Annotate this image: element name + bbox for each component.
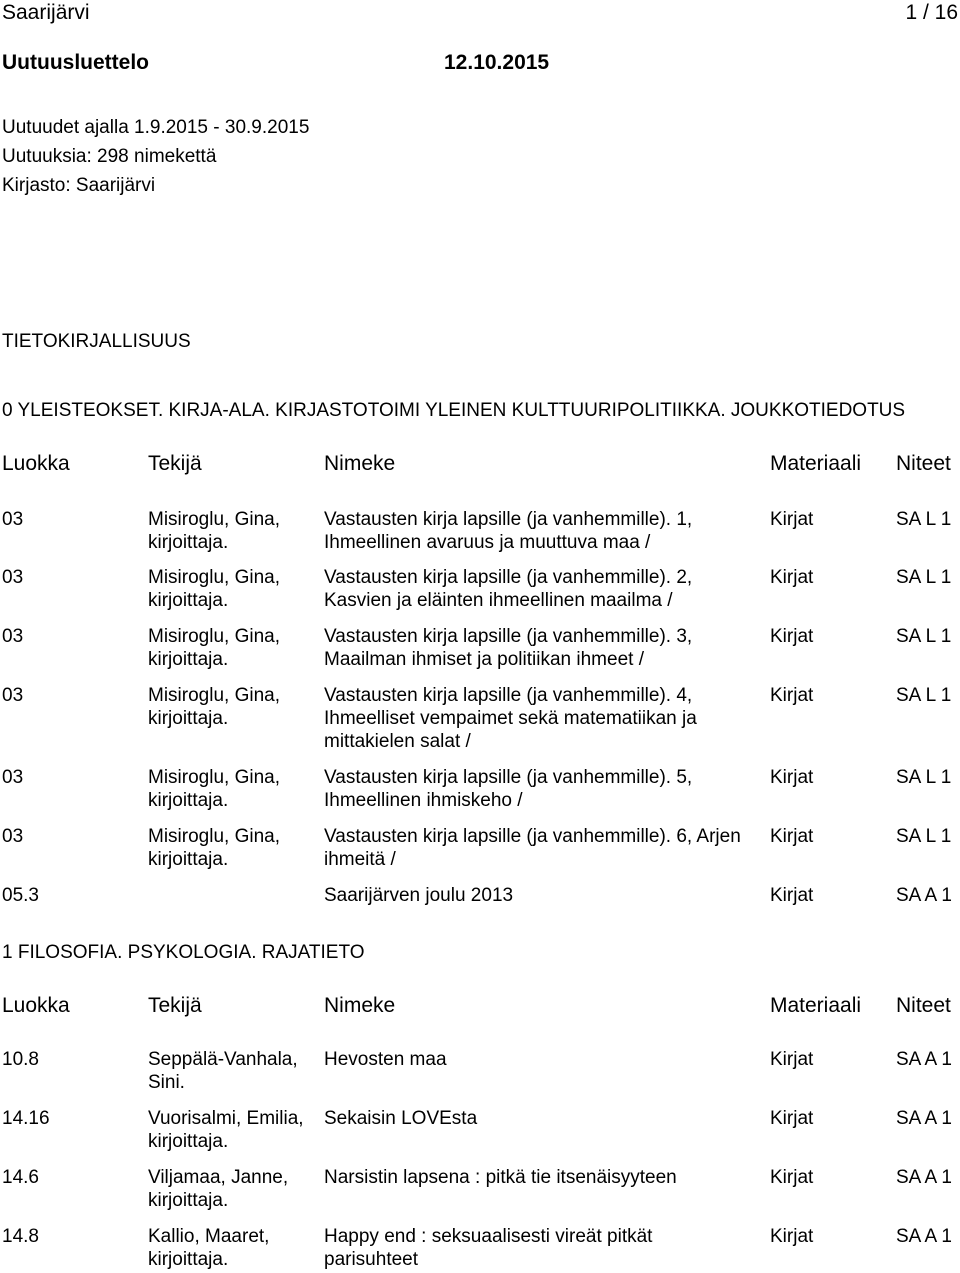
row-material: Kirjat	[770, 885, 814, 906]
row-title: Happy end : seksuaalisesti vireät pitkät parisuhteet	[324, 1226, 653, 1270]
row-title: Saarijärven joulu 2013	[324, 885, 514, 906]
row-notes: SA A 1	[896, 885, 952, 906]
row-notes: SA L 1	[896, 509, 952, 530]
col-material: Materiaali	[770, 994, 862, 1017]
row-class: 03	[2, 509, 24, 530]
list-title: Uutuusluettelo	[2, 51, 149, 74]
row-material: Kirjat	[770, 685, 814, 706]
row-class: 14.16	[2, 1108, 50, 1129]
row-class: 03	[2, 767, 24, 788]
row-title: Hevosten maa	[324, 1049, 447, 1070]
row-title: Vastausten kirja lapsille (ja vanhemmille). 1, Ihmeellinen avaruus ja muuttuva maa /	[324, 509, 693, 553]
row-title: Vastausten kirja lapsille (ja vanhemmille). 2, Kasvien ja eläinten ihmeellinen maailma /	[324, 567, 693, 611]
row-material: Kirjat	[770, 509, 814, 530]
row-title: Vastausten kirja lapsille (ja vanhemmille). 5, Ihmeellinen ihmiskeho /	[324, 767, 693, 811]
row-author: Misiroglu, Gina, kirjoittaja.	[148, 826, 280, 870]
row-class: 03	[2, 685, 24, 706]
col-notes: Niteet	[896, 994, 951, 1017]
col-notes: Niteet	[896, 452, 951, 475]
row-title: Vastausten kirja lapsille (ja vanhemmille). 4, Ihmeelliset vempaimet sekä matematiikan ja mittakielen salat /	[324, 685, 697, 752]
row-notes: SA L 1	[896, 685, 952, 706]
col-author: Tekijä	[148, 994, 202, 1017]
row-notes: SA A 1	[896, 1108, 952, 1129]
row-author: Viljamaa, Janne, kirjoittaja.	[148, 1167, 289, 1211]
row-title: Vastausten kirja lapsille (ja vanhemmille). 6, Arjen ihmeitä /	[324, 826, 741, 870]
row-title: Vastausten kirja lapsille (ja vanhemmille). 3, Maailman ihmiset ja politiikan ihmeet /	[324, 626, 693, 670]
col-author: Tekijä	[148, 452, 202, 475]
row-author: Misiroglu, Gina, kirjoittaja.	[148, 567, 280, 611]
row-notes: SA A 1	[896, 1049, 952, 1070]
row-material: Kirjat	[770, 567, 814, 588]
row-title: Sekaisin LOVEsta	[324, 1108, 478, 1129]
category-heading: TIETOKIRJALLISUUS	[2, 331, 191, 352]
row-material: Kirjat	[770, 1226, 814, 1247]
row-material: Kirjat	[770, 1167, 814, 1188]
row-author: Seppälä-Vanhala, Sini.	[148, 1049, 298, 1093]
row-class: 14.8	[2, 1226, 39, 1247]
col-material: Materiaali	[770, 452, 862, 475]
row-class: 05.3	[2, 885, 39, 906]
col-class: Luokka	[2, 452, 70, 475]
col-class: Luokka	[2, 994, 70, 1017]
page-indicator: 1 / 16	[905, 1, 958, 24]
row-author: Misiroglu, Gina, kirjoittaja.	[148, 767, 280, 811]
section-heading: 1 FILOSOFIA. PSYKOLOGIA. RAJATIETO	[2, 942, 365, 963]
row-class: 03	[2, 567, 24, 588]
section-heading: 0 YLEISTEOKSET. KIRJA-ALA. KIRJASTOTOIMI YLEINEN KULTTUURIPOLITIIKKA. JOUKKOTIEDOTUS	[2, 400, 906, 421]
row-title: Narsistin lapsena : pitkä tie itsenäisyyteen	[324, 1167, 677, 1188]
row-notes: SA A 1	[896, 1167, 952, 1188]
row-author: Kallio, Maaret, kirjoittaja.	[148, 1226, 270, 1270]
row-material: Kirjat	[770, 826, 814, 847]
row-material: Kirjat	[770, 1108, 814, 1129]
row-class: 03	[2, 626, 24, 647]
row-notes: SA L 1	[896, 567, 952, 588]
row-material: Kirjat	[770, 626, 814, 647]
library-text: Kirjasto: Saarijärvi	[2, 175, 156, 196]
row-class: 03	[2, 826, 24, 847]
row-notes: SA L 1	[896, 767, 952, 788]
row-material: Kirjat	[770, 1049, 814, 1070]
row-notes: SA L 1	[896, 826, 952, 847]
row-author: Vuorisalmi, Emilia, kirjoittaja.	[148, 1108, 304, 1152]
period-text: Uutuudet ajalla 1.9.2015 - 30.9.2015	[2, 117, 310, 138]
row-class: 10.8	[2, 1049, 39, 1070]
row-notes: SA L 1	[896, 626, 952, 647]
row-author: Misiroglu, Gina, kirjoittaja.	[148, 626, 280, 670]
count-text: Uutuuksia: 298 nimekettä	[2, 146, 217, 167]
col-title: Nimeke	[324, 994, 396, 1017]
row-notes: SA A 1	[896, 1226, 952, 1247]
col-title: Nimeke	[324, 452, 396, 475]
row-author: Misiroglu, Gina, kirjoittaja.	[148, 685, 280, 729]
row-material: Kirjat	[770, 767, 814, 788]
row-class: 14.6	[2, 1167, 39, 1188]
list-date: 12.10.2015	[444, 51, 550, 74]
row-author: Misiroglu, Gina, kirjoittaja.	[148, 509, 280, 553]
library-name: Saarijärvi	[2, 1, 90, 24]
